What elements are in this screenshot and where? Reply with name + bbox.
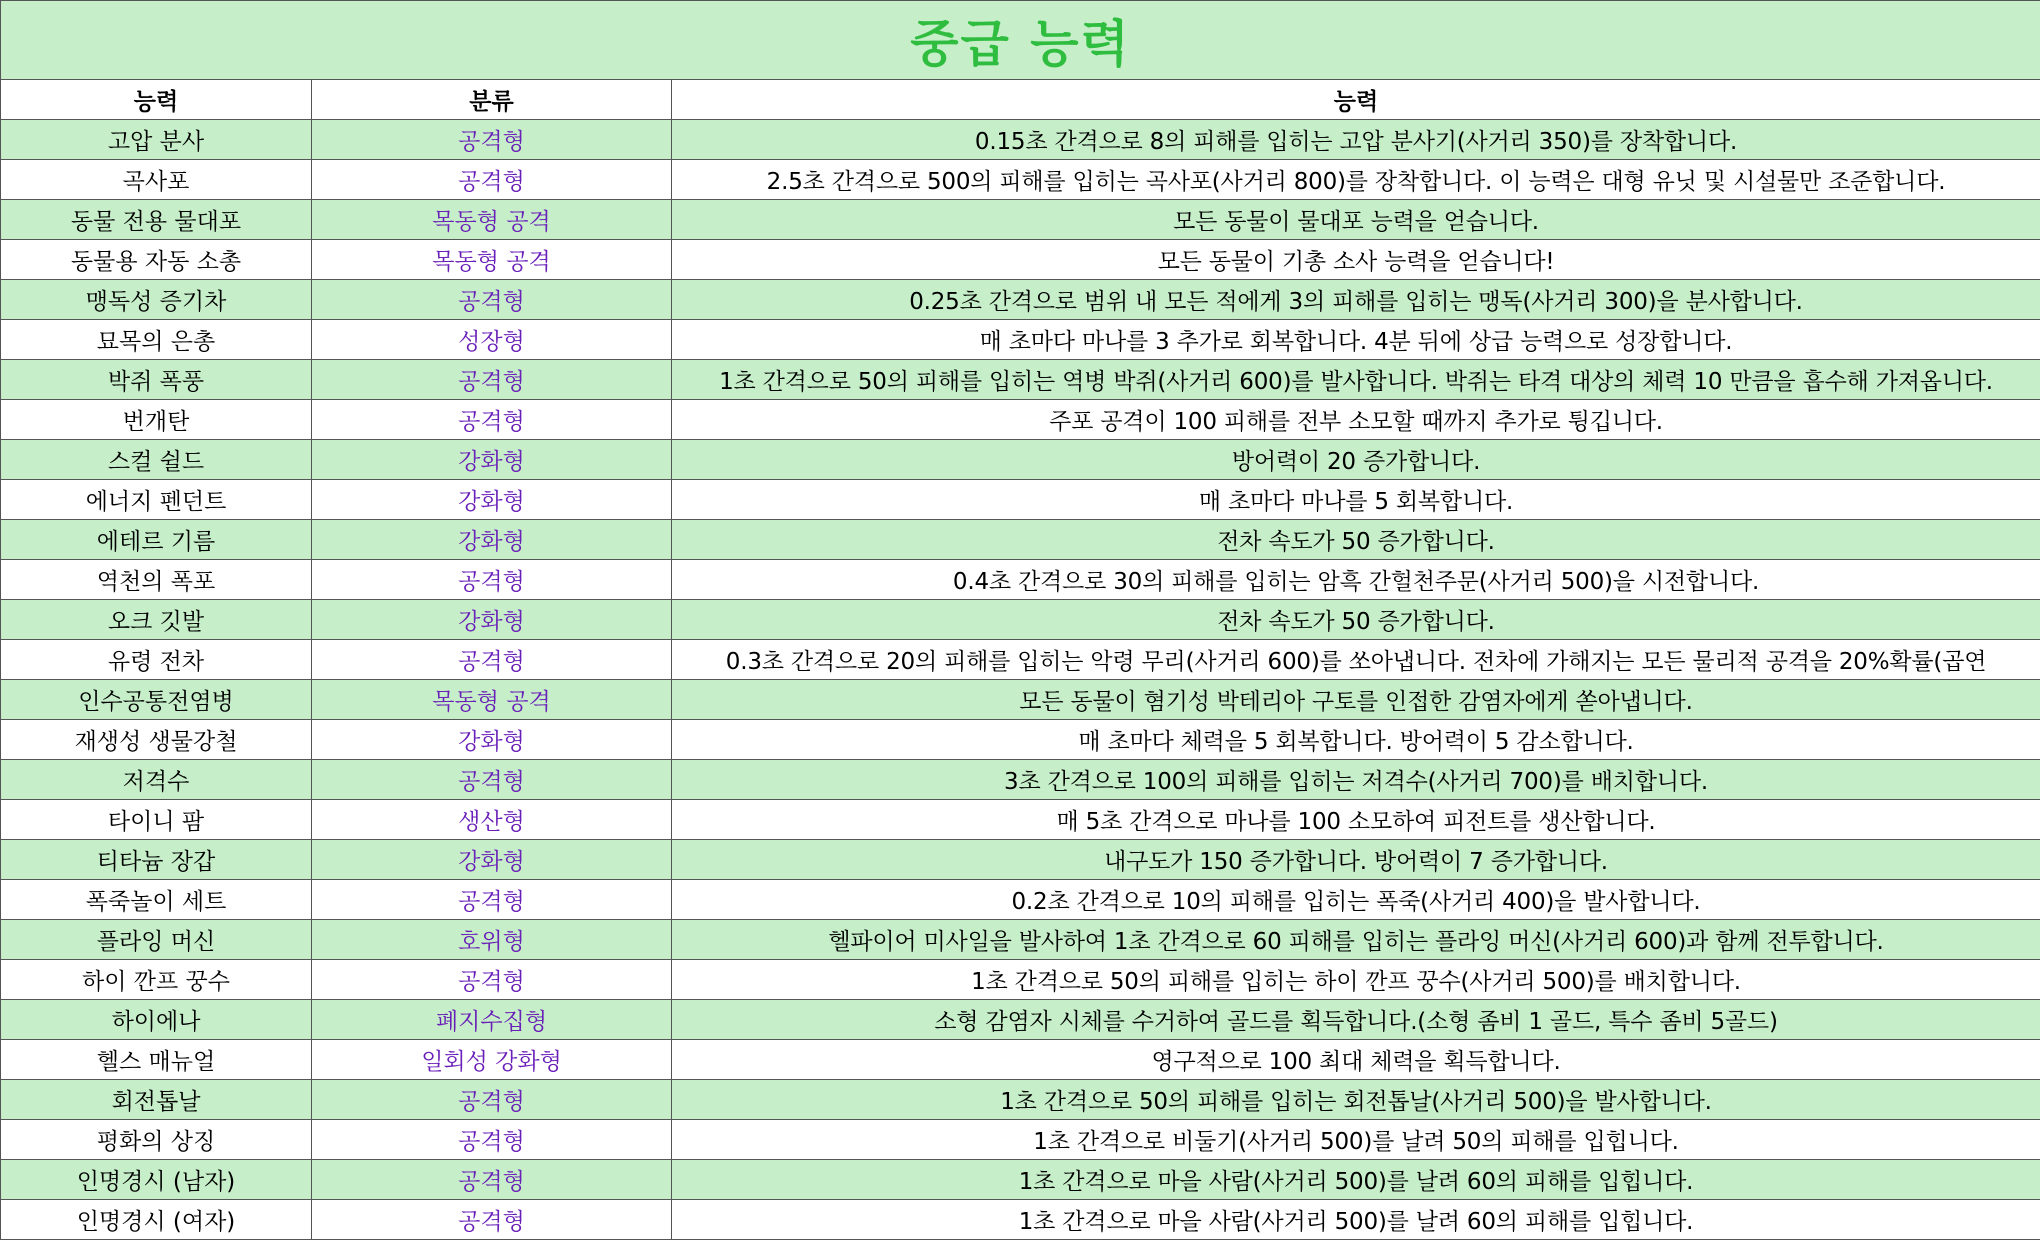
description-cell[interactable]: 2.5초 간격으로 500의 피해를 입히는 곡사포(사거리 800)를 장착합니다. 이 능력은 대형 유닛 및 시설물만 조준합니다.: [672, 160, 2040, 200]
ability-name-cell[interactable]: 평화의 상징: [1, 1120, 312, 1160]
ability-name-cell[interactable]: 스컬 쉴드: [1, 440, 312, 480]
ability-name-cell[interactable]: 유령 전차: [1, 640, 312, 680]
category-cell[interactable]: 공격형: [312, 560, 672, 600]
category-cell[interactable]: 공격형: [312, 640, 672, 680]
table-row: [1, 1080, 2040, 1120]
category-cell[interactable]: 목동형 공격: [312, 240, 672, 280]
description-cell[interactable]: 전차 속도가 50 증가합니다.: [672, 600, 2040, 640]
table-row: [1, 760, 2040, 800]
ability-name-cell[interactable]: 헬스 매뉴얼: [1, 1040, 312, 1080]
ability-name-cell[interactable]: 인명경시 (남자): [1, 1160, 312, 1200]
ability-name-cell[interactable]: 인명경시 (여자): [1, 1200, 312, 1240]
description-cell[interactable]: 소형 감염자 시체를 수거하여 골드를 획득합니다.(소형 좀비 1 골드, 특수 좀비 5골드): [672, 1000, 2040, 1040]
category-cell[interactable]: 호위형: [312, 920, 672, 960]
category-cell[interactable]: 공격형: [312, 1120, 672, 1160]
table-row: [1, 1120, 2040, 1160]
table-row: [1, 600, 2040, 640]
table-row: [1, 800, 2040, 840]
description-cell[interactable]: 방어력이 20 증가합니다.: [672, 440, 2040, 480]
category-cell[interactable]: 목동형 공격: [312, 200, 672, 240]
ability-name-cell[interactable]: 하이에나: [1, 1000, 312, 1040]
table-row: [1, 520, 2040, 560]
ability-name-cell[interactable]: 오크 깃발: [1, 600, 312, 640]
description-cell[interactable]: 0.2초 간격으로 10의 피해를 입히는 폭죽(사거리 400)을 발사합니다.: [672, 880, 2040, 920]
table-row: [1, 560, 2040, 600]
category-cell[interactable]: 공격형: [312, 880, 672, 920]
category-cell[interactable]: 강화형: [312, 520, 672, 560]
category-cell[interactable]: 공격형: [312, 1080, 672, 1120]
table-row: [1, 240, 2040, 280]
category-cell[interactable]: 공격형: [312, 1200, 672, 1240]
category-cell[interactable]: 일회성 강화형: [312, 1040, 672, 1080]
description-cell[interactable]: 모든 동물이 물대포 능력을 얻습니다.: [672, 200, 2040, 240]
table-row: [1, 440, 2040, 480]
category-cell[interactable]: 공격형: [312, 120, 672, 160]
table-row: [1, 1000, 2040, 1040]
description-cell[interactable]: 매 초마다 체력을 5 회복합니다. 방어력이 5 감소합니다.: [672, 720, 2040, 760]
ability-name-cell[interactable]: 저격수: [1, 760, 312, 800]
table-row: [1, 200, 2040, 240]
description-cell[interactable]: 1초 간격으로 비둘기(사거리 500)를 날려 50의 피해를 입힙니다.: [672, 1120, 2040, 1160]
description-cell[interactable]: 주포 공격이 100 피해를 전부 소모할 때까지 추가로 튕깁니다.: [672, 400, 2040, 440]
table-row: [1, 920, 2040, 960]
description-cell[interactable]: 0.15초 간격으로 8의 피해를 입히는 고압 분사기(사거리 350)를 장착합니다.: [672, 120, 2040, 160]
category-cell[interactable]: 강화형: [312, 600, 672, 640]
table-row: [1, 1200, 2040, 1240]
description-cell[interactable]: 내구도가 150 증가합니다. 방어력이 7 증가합니다.: [672, 840, 2040, 880]
table-row: [1, 160, 2040, 200]
description-cell[interactable]: 0.25초 간격으로 범위 내 모든 적에게 3의 피해를 입히는 맹독(사거리 300)을 분사합니다.: [672, 280, 2040, 320]
sheet-title[interactable]: 중급 능력: [1, 1, 2040, 80]
description-cell[interactable]: 1초 간격으로 50의 피해를 입히는 하이 깐프 꿍수(사거리 500)를 배치합니다.: [672, 960, 2040, 1000]
description-cell[interactable]: 1초 간격으로 50의 피해를 입히는 역병 박쥐(사거리 600)를 발사합니다. 박쥐는 타격 대상의 체력 10 만큼을 흡수해 가져옵니다.: [672, 360, 2040, 400]
ability-name-cell[interactable]: 폭죽놀이 세트: [1, 880, 312, 920]
ability-name-cell[interactable]: 동물 전용 물대포: [1, 200, 312, 240]
ability-name-cell[interactable]: 인수공통전염병: [1, 680, 312, 720]
category-cell[interactable]: 강화형: [312, 720, 672, 760]
category-cell[interactable]: 성장형: [312, 320, 672, 360]
title-row: [1, 1, 2040, 80]
table-row: [1, 480, 2040, 520]
table-row: [1, 280, 2040, 320]
table-row: [1, 960, 2040, 1000]
table-row: [1, 320, 2040, 360]
category-cell[interactable]: 공격형: [312, 760, 672, 800]
description-cell[interactable]: 매 초마다 마나를 5 회복합니다.: [672, 480, 2040, 520]
category-cell[interactable]: 생산형: [312, 800, 672, 840]
description-cell[interactable]: 전차 속도가 50 증가합니다.: [672, 520, 2040, 560]
ability-name-cell[interactable]: 역천의 폭포: [1, 560, 312, 600]
table-row: [1, 360, 2040, 400]
header-row: [1, 80, 2040, 120]
table-row: [1, 880, 2040, 920]
header-description[interactable]: 능력: [672, 80, 2040, 120]
description-cell[interactable]: 모든 동물이 혐기성 박테리아 구토를 인접한 감염자에게 쏟아냅니다.: [672, 680, 2040, 720]
header-name[interactable]: 능력: [1, 80, 312, 120]
category-cell[interactable]: 목동형 공격: [312, 680, 672, 720]
table-body: [1, 120, 2040, 1240]
category-cell[interactable]: 강화형: [312, 840, 672, 880]
ability-name-cell[interactable]: 회전톱날: [1, 1080, 312, 1120]
ability-name-cell[interactable]: 동물용 자동 소총: [1, 240, 312, 280]
ability-name-cell[interactable]: 에테르 기름: [1, 520, 312, 560]
table-row: [1, 1160, 2040, 1200]
category-cell[interactable]: 공격형: [312, 400, 672, 440]
ability-name-cell[interactable]: 맹독성 증기차: [1, 280, 312, 320]
category-cell[interactable]: 폐지수집형: [312, 1000, 672, 1040]
category-cell[interactable]: 강화형: [312, 480, 672, 520]
table-row: [1, 400, 2040, 440]
category-cell[interactable]: 공격형: [312, 960, 672, 1000]
category-cell[interactable]: 강화형: [312, 440, 672, 480]
ability-name-cell[interactable]: 박쥐 폭풍: [1, 360, 312, 400]
description-cell[interactable]: 3초 간격으로 100의 피해를 입히는 저격수(사거리 700)를 배치합니다.: [672, 760, 2040, 800]
category-cell[interactable]: 공격형: [312, 280, 672, 320]
description-cell[interactable]: 매 5초 간격으로 마나를 100 소모하여 피전트를 생산합니다.: [672, 800, 2040, 840]
table-row: [1, 720, 2040, 760]
category-cell[interactable]: 공격형: [312, 360, 672, 400]
table-row: [1, 840, 2040, 880]
description-cell[interactable]: 0.4초 간격으로 30의 피해를 입히는 암흑 간헐천주문(사거리 500)을 시전합니다.: [672, 560, 2040, 600]
description-cell[interactable]: 영구적으로 100 최대 체력을 획득합니다.: [672, 1040, 2040, 1080]
ability-name-cell[interactable]: 번개탄: [1, 400, 312, 440]
ability-name-cell[interactable]: 재생성 생물강철: [1, 720, 312, 760]
description-cell[interactable]: 매 초마다 마나를 3 추가로 회복합니다. 4분 뒤에 상급 능력으로 성장합니다.: [672, 320, 2040, 360]
ability-name-cell[interactable]: 묘목의 은총: [1, 320, 312, 360]
ability-name-cell[interactable]: 티타늄 장갑: [1, 840, 312, 880]
ability-name-cell[interactable]: 타이니 팜: [1, 800, 312, 840]
ability-name-cell[interactable]: 플라잉 머신: [1, 920, 312, 960]
category-cell[interactable]: 공격형: [312, 1160, 672, 1200]
description-cell[interactable]: 1초 간격으로 마을 사람(사거리 500)를 날려 60의 피해를 입힙니다.: [672, 1200, 2040, 1240]
ability-name-cell[interactable]: 하이 깐프 꿍수: [1, 960, 312, 1000]
table-row: [1, 680, 2040, 720]
description-cell[interactable]: 1초 간격으로 50의 피해를 입히는 회전톱날(사거리 500)을 발사합니다.: [672, 1080, 2040, 1120]
description-cell[interactable]: 1초 간격으로 마을 사람(사거리 500)를 날려 60의 피해를 입힙니다.: [672, 1160, 2040, 1200]
description-cell[interactable]: 0.3초 간격으로 20의 피해를 입히는 악령 무리(사거리 600)를 쏘아냅니다. 전차에 가해지는 모든 물리적 공격을 20%확률(곱연: [672, 640, 2040, 680]
ability-name-cell[interactable]: 고압 분사: [1, 120, 312, 160]
category-cell[interactable]: 공격형: [312, 160, 672, 200]
header-category[interactable]: 분류: [312, 80, 672, 120]
description-cell[interactable]: 헬파이어 미사일을 발사하여 1초 간격으로 60 피해를 입히는 플라잉 머신(사거리 600)과 함께 전투합니다.: [672, 920, 2040, 960]
table-row: [1, 640, 2040, 680]
table-row: [1, 1040, 2040, 1080]
ability-name-cell[interactable]: 곡사포: [1, 160, 312, 200]
table-row: [1, 120, 2040, 160]
ability-name-cell[interactable]: 에너지 펜던트: [1, 480, 312, 520]
description-cell[interactable]: 모든 동물이 기총 소사 능력을 얻습니다!: [672, 240, 2040, 280]
